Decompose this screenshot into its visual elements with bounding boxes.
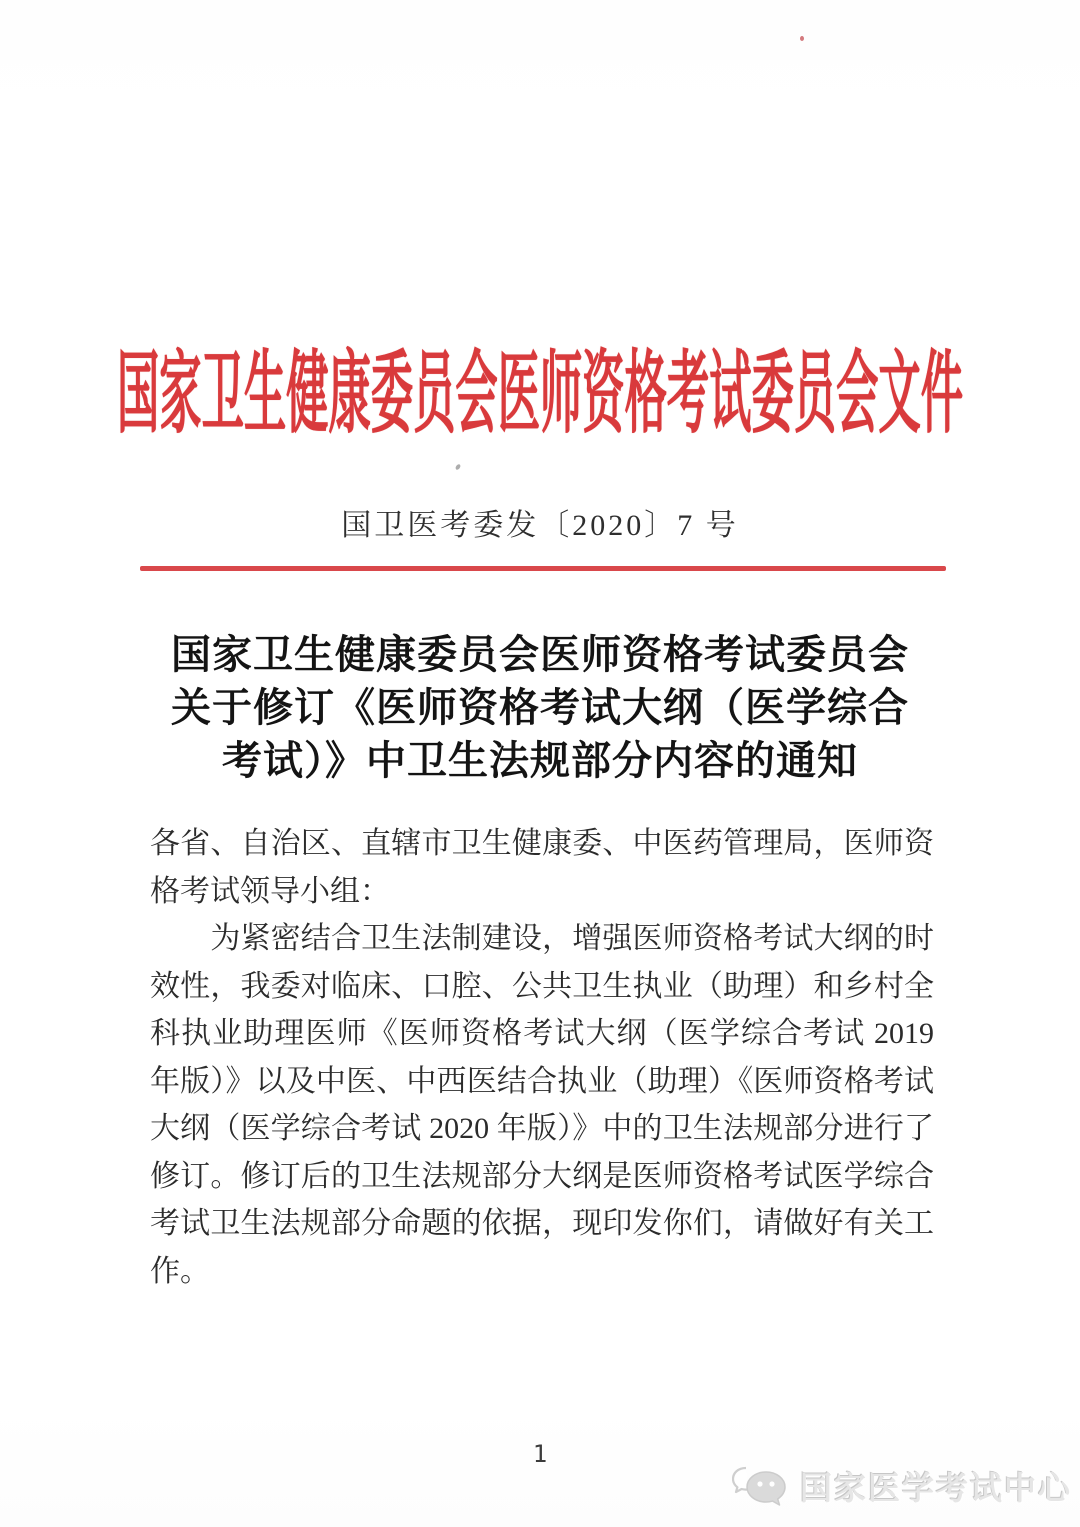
scan-artifact-gray: [455, 463, 462, 470]
notice-title-line-1: 国家卫生健康委员会医师资格考试委员会: [171, 632, 909, 677]
wechat-icon: [732, 1462, 790, 1510]
notice-title-line-3: 考试）》中卫生法规部分内容的通知: [222, 738, 858, 783]
red-separator-line: [140, 566, 946, 571]
body-text-line: 为紧密结合卫生法制建设，增强医师资格考试大纲的时: [150, 922, 934, 955]
body-text-line: 格考试领导小组：: [150, 874, 390, 908]
page-number: 1: [532, 1440, 548, 1468]
body-text-line: 作。: [150, 1254, 210, 1288]
document-number: 国卫医考委发〔2020〕7 号: [341, 509, 739, 542]
banner-org-title: 国家卫生健康委员会医师资格考试委员会文件: [117, 345, 963, 444]
body-text-line: 效性，我委对临床、口腔、公共卫生执业（助理）和乡村全: [150, 969, 934, 1003]
body-text-line: 考试卫生法规部分命题的依据，现印发你们，请做好有关工: [150, 1207, 934, 1240]
notice-title-line-2: 关于修订《医师资格考试大纲（医学综合: [171, 685, 909, 730]
body-text: [150, 820, 934, 1295]
body-text-line: 大纲（医学综合考试 2020 年版）》中的卫生法规部分进行了: [150, 1112, 934, 1145]
body-text-line: 科执业助理医师《医师资格考试大纲（医学综合考试 2019: [150, 1017, 934, 1050]
body-text-line: 各省、自治区、直辖市卫生健康委、中医药管理局，医师资: [150, 827, 934, 860]
scan-artifact-red: [800, 36, 804, 41]
notice-title: [0, 628, 1080, 787]
watermark-label: 国家医学考试中心: [799, 1470, 1072, 1506]
body-text-line: 年版）》以及中医、中西医结合执业（助理）《医师资格考试: [150, 1064, 934, 1098]
body-text-line: 修订。修订后的卫生法规部分大纲是医师资格考试医学综合: [150, 1159, 934, 1193]
wechat-watermark: [732, 1462, 1072, 1510]
